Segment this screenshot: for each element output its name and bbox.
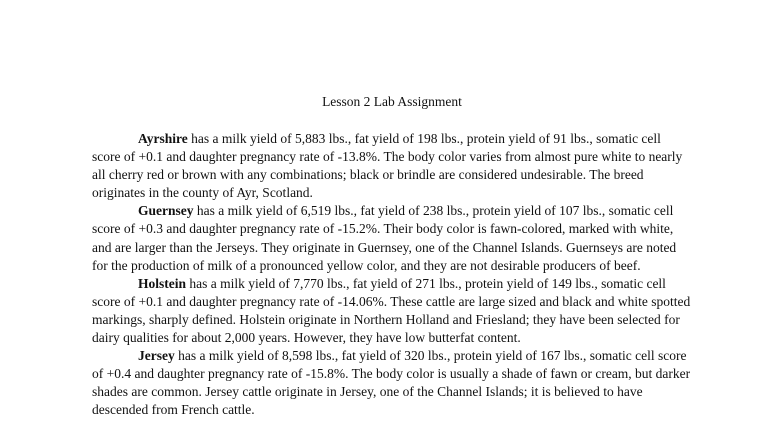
breed-name-holstein: Holstein bbox=[138, 275, 187, 291]
paragraph-ayrshire bbox=[92, 130, 692, 202]
paragraph-text-guernsey: has a milk yield of 6,519 lbs., fat yield of 238 lbs., protein yield of 107 lbs., somatic cell score of +0.3 and daughter pregnancy rate of -15.2%. Their body color is fawn-colored, marked with white, and are larger than the Jerseys. They originate in Guernsey, one of the Channel Islands. Guernseys are noted for the production of milk of a pronounced yellow color, and they are not desirable producers of beef. bbox=[92, 203, 677, 273]
paragraph-guernsey bbox=[92, 202, 692, 274]
paragraph-jersey bbox=[92, 347, 692, 419]
paragraph-text-jersey: has a milk yield of 8,598 lbs., fat yield of 320 lbs., protein yield of 167 lbs., somatic cell score of +0.4 and daughter pregnancy rate of -15.8%. The body color is usually a shade of fawn or cream, but darker shades are common. Jersey cattle originate in Jersey, one of the Channel Islands; it is believed to have descended from French cattle. bbox=[92, 348, 691, 418]
document-body bbox=[92, 130, 692, 420]
breed-name-ayrshire: Ayrshire bbox=[138, 131, 188, 146]
breed-name-guernsey: Guernsey bbox=[138, 203, 194, 219]
document-title: Lesson 2 Lab Assignment bbox=[322, 94, 462, 109]
paragraph-text-ayrshire: has a milk yield of 5,883 lbs., fat yield of 198 lbs., protein yield of 91 lbs., somatic cell score of +0.1 and daughter pregnancy rate of -13.8%. The body color varies from almost pure white to nearly all cherry red or brown with any combinations; black or brindle are considered undesirable. The breed originates in the county of Ayr, Scotland. bbox=[92, 131, 683, 201]
paragraph-text-holstein: has a milk yield of 7,770 lbs., fat yield of 271 lbs., protein yield of 149 lbs., somatic cell score of +0.1 and daughter pregnancy rate of -14.06%. These cattle are large sized and black and white spotted markings, sharply defined. Holstein originate in Northern Holland and Friesland; they have been selected for dairy qualities for about 2,000 years. However, they have low butterfat content. bbox=[92, 275, 691, 346]
paragraph-holstein bbox=[92, 275, 692, 347]
breed-name-jersey: Jersey bbox=[138, 348, 175, 364]
